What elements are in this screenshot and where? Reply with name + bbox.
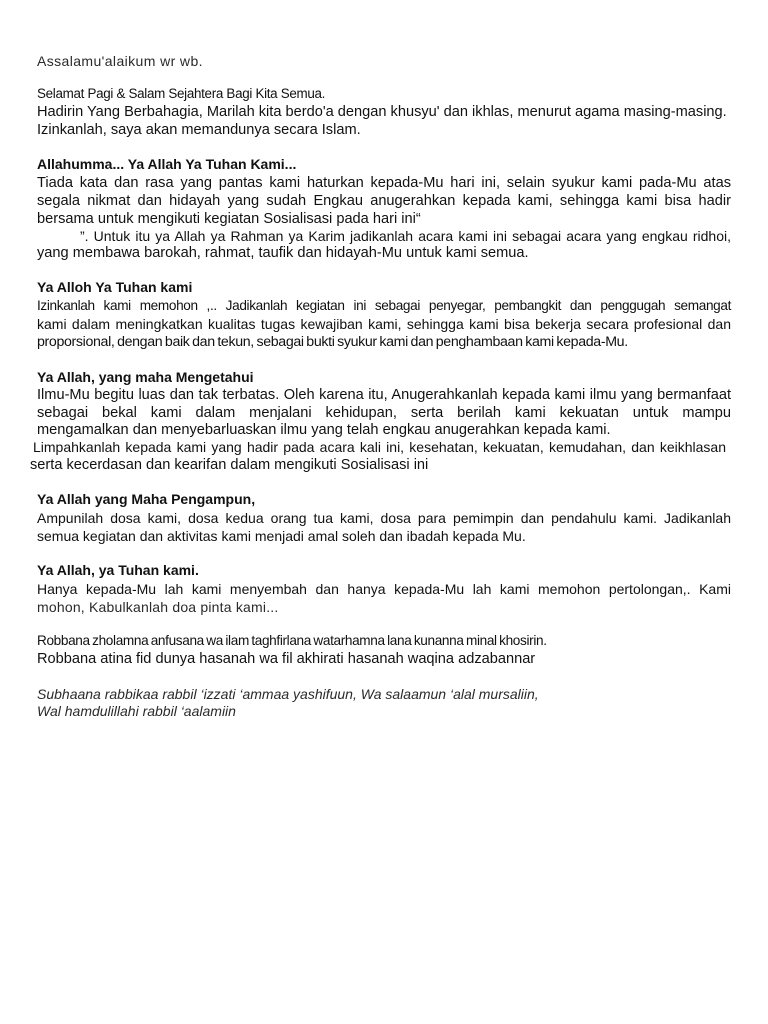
section-1-line-3: bersama untuk mengikuti kegiatan Sosialisasi pada hari ini“: [37, 211, 421, 227]
section-4-line-1: Ampunilah dosa kami, dosa kedua orang tua kami, dosa para pemimpin dan pendahulu kami. Jadikanlah: [37, 510, 731, 526]
section-4-heading: Ya Allah yang Maha Pengampun,: [37, 491, 256, 507]
section-4-line-2: semua kegiatan dan aktivitas kami menjadi amal soleh dan ibadah kepada Mu.: [37, 528, 526, 544]
section-3-heading: Ya Allah, yang maha Mengetahui: [37, 369, 254, 385]
section-1-line-1: Tiada kata dan rasa yang pantas kami haturkan kepada-Mu hari ini, selain syukur kami pada-Mu atas: [37, 175, 731, 191]
section-3-line-2: sebagai bekal kami dalam menjalani kehidupan, serta berilah kami kekuatan untuk mampu: [37, 405, 731, 421]
section-5-line-1: Hanya kepada-Mu lah kami menyembah dan hanya kepada-Mu lah kami memohon pertolongan,. Kami: [37, 581, 731, 597]
section-5-heading: Ya Allah, ya Tuhan kami.: [37, 562, 199, 578]
final-prayer-line-2: Wal hamdulillahi rabbil ‘aalamiin: [37, 703, 236, 719]
section-2-line-1: Izinkanlah kami memohon ,.. Jadikanlah kegiatan ini sebagai penyegar, pembangkit dan penggugah semangat: [37, 298, 731, 313]
section-3-line-3: mengamalkan dan menyebarluaskan ilmu yang telah engkau anugerahkan kepada kami.: [37, 422, 611, 438]
section-1-line-2: segala nikmat dan hidayah yang sudah Engkau anugerahkan kepada kami, sehingga kami bisa hadir: [37, 193, 731, 209]
greeting: Assalamu'alaikum wr wb.: [37, 53, 203, 69]
section-3-line-4: Limpahkanlah kepada kami yang hadir pada acara kali ini, kesehatan, kekuatan, kemudahan, dan keikhlasan: [33, 439, 726, 455]
section-3-line-5: serta kecerdasan dan kearifan dalam mengikuti Sosialisasi ini: [30, 457, 429, 473]
closing-line-1: Robbana zholamna anfusana wa ilam taghfirlana watarhamna lana kunanna minal khosirin.: [37, 633, 547, 648]
section-3-line-1: Ilmu-Mu begitu luas dan tak terbatas. Oleh karena itu, Anugerahkanlah kepada kami ilmu yang bermanfaat: [37, 387, 731, 403]
section-2-line-3: proporsional, dengan baik dan tekun, sebagai bukti syukur kami dan penghambaan kami kepada-Mu.: [37, 334, 628, 350]
section-2-line-2: kami dalam meningkatkan kualitas tugas kewajiban kami, sehingga kami bisa bekerja secara profesional dan: [37, 316, 731, 332]
section-1-line-4: ”. Untuk itu ya Allah ya Rahman ya Karim jadikanlah acara kami ini sebagai acara yang engkau ridhoi,: [80, 228, 731, 244]
final-prayer-line-1: Subhaana rabbikaa rabbil ‘izzati ‘ammaa yashifuun, Wa salaamun ‘alal mursaliin,: [37, 686, 539, 702]
intro-line-3: Izinkanlah, saya akan memandunya secara Islam.: [37, 122, 361, 138]
section-5-line-2: mohon, Kabulkanlah doa pinta kami...: [37, 599, 279, 615]
section-2-heading: Ya Alloh Ya Tuhan kami: [37, 279, 193, 295]
section-1-line-5: yang membawa barokah, rahmat, taufik dan hidayah-Mu untuk kami semua.: [37, 245, 529, 261]
intro-line-1: Selamat Pagi & Salam Sejahtera Bagi Kita Semua.: [37, 86, 326, 101]
closing-line-2: Robbana atina fid dunya hasanah wa fil akhirati hasanah waqina adzabannar: [37, 651, 536, 667]
section-1-heading: Allahumma... Ya Allah Ya Tuhan Kami...: [37, 156, 297, 172]
intro-line-2: Hadirin Yang Berbahagia, Marilah kita berdo'a dengan khusyu' dan ikhlas, menurut agama masing-masing.: [37, 104, 727, 120]
